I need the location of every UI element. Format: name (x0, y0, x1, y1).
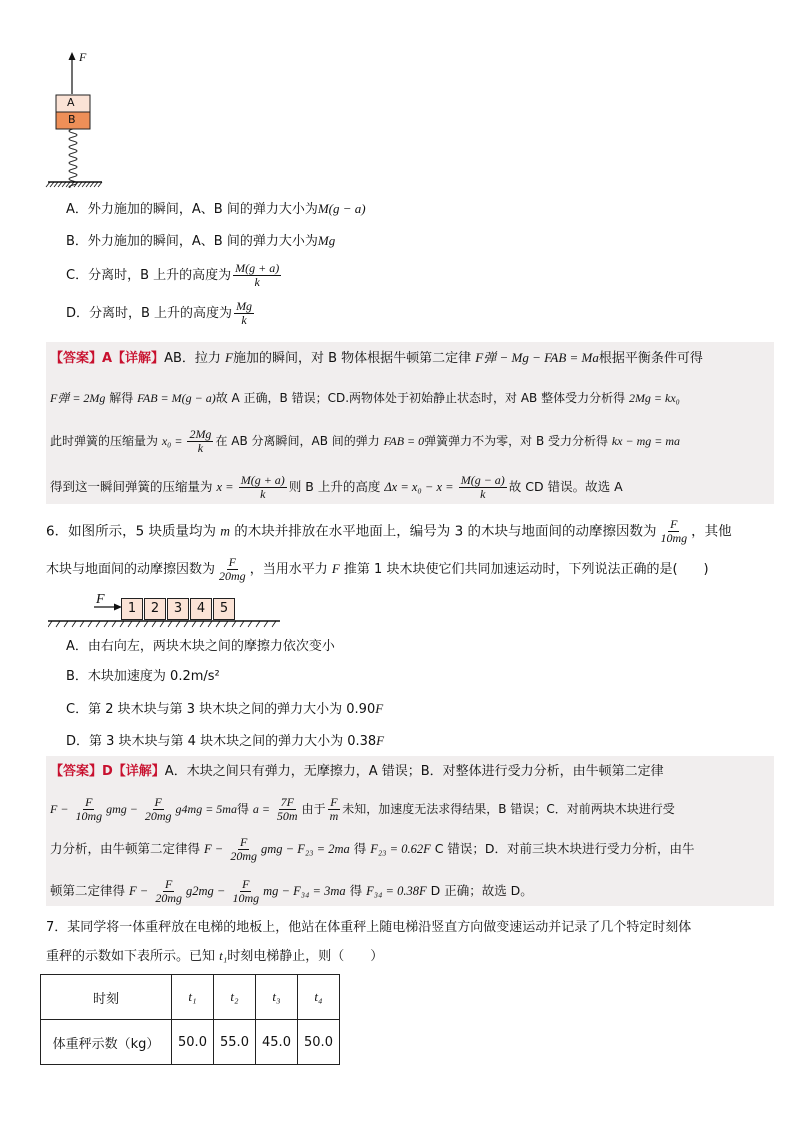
force-label: F (79, 50, 87, 64)
answer-5-box (46, 342, 774, 504)
answer-5-line-1: 【答案】A【详解】AB．拉力 F施加的瞬间，对 B 物体根据牛顿第二定律 F弹 − Mg − FAB = Ma根据平衡条件可得 (50, 350, 703, 366)
blocks-row (121, 598, 236, 620)
answer-6-line-3: 力分析，由牛顿第二定律得 F − $\frac{F}{20mg}$ gmg − F₂₃ = 2ma 得 F₂₃ = 0.62F C 错误；D．对前三块木块进行受力分析，由牛 (50, 835, 695, 863)
scale-reading-table (40, 974, 340, 1065)
table-cell: 50.0 (298, 1020, 340, 1065)
question-6-line-2: 木块与地面间的动摩擦因数为 $\frac{F}{20mg}$ ，当用水平力 F 推第 1 块木块使它们共同加速运动时，下列说法正确的是( ) (46, 555, 709, 583)
block-4: 4 (190, 598, 212, 620)
block-5: 5 (213, 598, 235, 620)
answer-5-line-2: F弹 = 2Mg 解得 FAB = M(g − a)故 A 正确，B 错误；CD.两物体处于初始静止状态时，对 AB 整体受力分析得 2Mg = kx₀ (50, 391, 680, 405)
answer-6-line-4: 顿第二定律得 F − $\frac{F}{20mg}$ g2mg − $\frac{F}{10mg}$ mg − F₃₄ = 3ma 得 F₃₄ = 0.38F D 正确；故选 D。 (50, 877, 533, 905)
answer-6-box (46, 756, 774, 906)
question-6-line-1: 6．如图所示，5 块质量均为 m 的木块并排放在水平地面上，编号为 3 的木块与地面间的动摩擦因数为 $\frac{F}{10mg}$ ，其他 (46, 517, 732, 545)
option-5b: B．外力施加的瞬间，A、B 间的弹力大小为Mg (66, 233, 336, 249)
option-5a: A．外力施加的瞬间，A、B 间的弹力大小为M(g − a) (66, 201, 366, 217)
block-1: 1 (121, 598, 143, 620)
question-7-line-2: 重秤的示数如下表所示。已知 t₁时刻电梯静止，则（ ） (46, 948, 384, 964)
table-cell: 45.0 (256, 1020, 298, 1065)
table-header-cell: t₄ (298, 975, 340, 1020)
answer-5-line-3: 此时弹簧的压缩量为 x₀ = $\frac{2Mg}{k}$ 在 AB 分离瞬间，AB 间的弹力 FAB = 0弹簧弹力不为零，对 B 受力分析得 kx − mg = ma (50, 427, 681, 455)
option-6c: C．第 2 块木块与第 3 块木块之间的弹力大小为 0.90F (66, 701, 384, 717)
figure-blocks-row (48, 592, 288, 628)
option-5c: C．分离时，B 上升的高度为 $\frac{M(g + a)}{k}$ (66, 261, 280, 289)
table-cell: 50.0 (172, 1020, 214, 1065)
table-cell: 体重秤示数（kg） (41, 1020, 172, 1065)
table-header-cell: 时刻 (41, 975, 172, 1020)
question-7-line-1: 7．某同学将一体重秤放在电梯的地板上，他站在体重秤上随电梯沿竖直方向做变速运动并记录了几个特定时刻体 (46, 920, 692, 935)
block-2: 2 (144, 598, 166, 620)
block-3: 3 (167, 598, 189, 620)
answer-6-line-2: F − $\frac{F}{10mg}$ gmg − $\frac{F}{20mg}$ g4mg = 5ma得 a = $\frac{7F}{50m}$ 由于 $\frac{F}{m}$ 未知，加速度无法求得结果，B 错误；C．对前两块木块进行受 (50, 795, 675, 823)
option-6a: A．由右向左，两块木块之间的摩擦力依次变小 (66, 639, 335, 654)
table-header-cell: t₁ (172, 975, 214, 1020)
block-b-label: B (68, 113, 76, 126)
table-header-row (41, 975, 340, 1020)
table-header-cell: t₃ (256, 975, 298, 1020)
table-row (41, 1020, 340, 1065)
force-label-2: F (96, 592, 105, 607)
answer-6-line-1: 【答案】D【详解】A．木块之间只有弹力，无摩擦力，A 错误；B．对整体进行受力分析，由牛顿第二定律 (50, 764, 664, 779)
table-cell: 55.0 (214, 1020, 256, 1065)
ground-hatch (48, 620, 288, 630)
option-6b: B．木块加速度为 0.2m/s² (66, 669, 220, 684)
option-6d: D．第 3 块木块与第 4 块木块之间的弹力大小为 0.38F (66, 733, 385, 749)
table-header-cell: t₂ (214, 975, 256, 1020)
figure-spring-blocks (40, 48, 110, 188)
answer-5-line-4: 得到这一瞬间弹簧的压缩量为 x = $\frac{M(g + a)}{k}$ 则 B 上升的高度 Δx = x₀ − x = $\frac{M(g - a)}{k}$ 故 CD 错误。故选 A (50, 473, 623, 501)
option-5d: D．分离时，B 上升的高度为 $\frac{Mg}{k}$ (66, 299, 253, 327)
block-a-label: A (67, 96, 75, 109)
